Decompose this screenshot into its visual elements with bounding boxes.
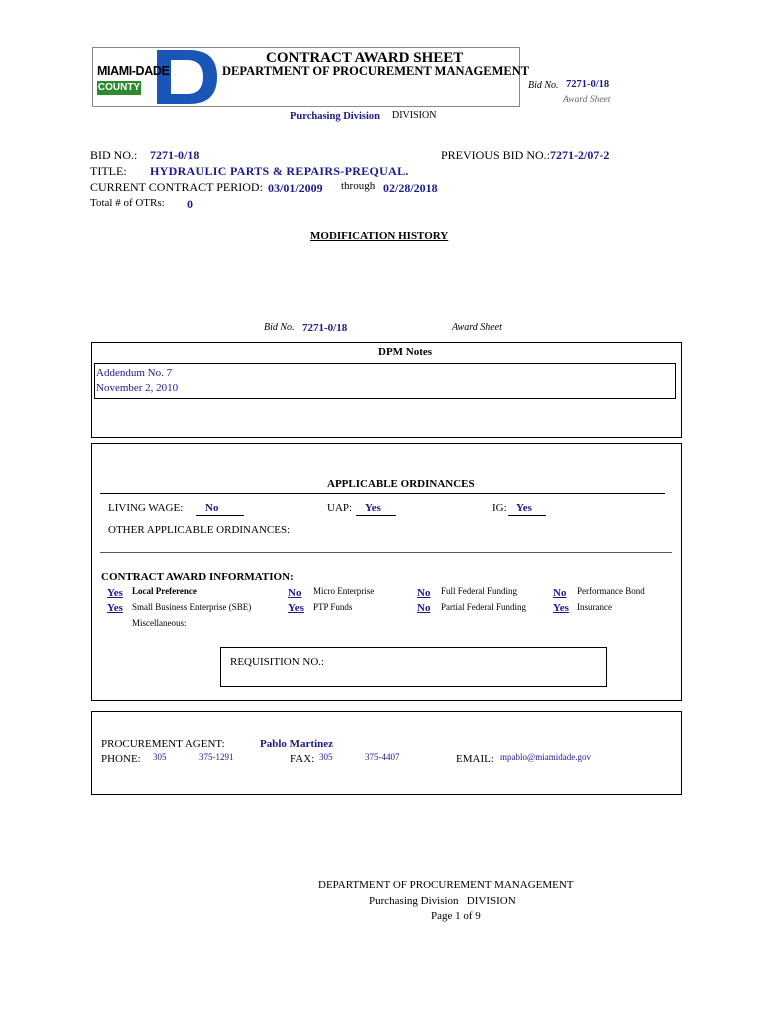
living-wage-underline <box>196 515 244 516</box>
header-bid-label: Bid No. <box>528 80 559 91</box>
phone-area: 305 <box>153 752 167 762</box>
award-label-local-preference: Local Preference <box>132 586 197 596</box>
logo-text-bottom: COUNTY <box>97 82 141 93</box>
award-label-insurance: Insurance <box>577 602 612 612</box>
fax-number: 375-4407 <box>365 752 400 762</box>
page-title: CONTRACT AWARD SHEET <box>266 50 464 66</box>
header-bid-no: 7271-0/18 <box>566 79 610 90</box>
title-value: HYDRAULIC PARTS & REPAIRS-PREQUAL. <box>150 164 409 178</box>
period-label: CURRENT CONTRACT PERIOD: <box>90 180 263 194</box>
award-label-full-federal: Full Federal Funding <box>441 586 517 596</box>
agent-name: Pablo Martinez <box>260 738 334 750</box>
ig-underline <box>508 515 546 516</box>
header-award-sheet: Award Sheet <box>563 95 611 105</box>
period-start: 03/01/2009 <box>268 181 323 195</box>
bid-no-value: 7271-0/18 <box>150 148 200 162</box>
award-value-local-preference: Yes <box>107 587 123 599</box>
second-award-sheet: Award Sheet <box>452 322 502 333</box>
award-value-full-federal: No <box>417 587 431 599</box>
footer-page-number: Page 1 of 9 <box>431 910 481 922</box>
award-value-sbe: Yes <box>107 602 123 614</box>
email-link[interactable]: mpablo@miamidade.gov <box>500 752 592 762</box>
second-bid-label: Bid No. <box>264 322 295 333</box>
dpm-note-line1: Addendum No. 7 <box>96 367 173 379</box>
award-value-micro-enterprise: No <box>288 587 302 599</box>
other-ordinances-label: OTHER APPLICABLE ORDINANCES: <box>108 524 291 536</box>
award-label-sbe: Small Business Enterprise (SBE) <box>132 602 252 612</box>
award-label-partial-federal: Partial Federal Funding <box>441 602 526 612</box>
otrs-value: 0 <box>187 197 193 211</box>
award-label-ptp-funds: PTP Funds <box>313 602 353 612</box>
uap-label: UAP: <box>327 502 353 514</box>
fax-area: 305 <box>319 752 333 762</box>
previous-bid-label: PREVIOUS BID NO.: <box>441 148 551 162</box>
requisition-label: REQUISITION NO.: <box>230 656 325 668</box>
dpm-notes-heading: DPM Notes <box>378 346 433 358</box>
phone-number: 375-1291 <box>199 752 234 762</box>
ordinances-heading: APPLICABLE ORDINANCES <box>327 478 475 490</box>
second-bid-no: 7271-0/18 <box>302 322 348 334</box>
phone-label: PHONE: <box>101 753 141 765</box>
award-value-ptp-funds: Yes <box>288 602 304 614</box>
living-wage-value: No <box>205 502 219 514</box>
footer-department: DEPARTMENT OF PROCUREMENT MANAGEMENT <box>318 879 574 891</box>
email-label: EMAIL: <box>456 753 494 765</box>
bid-no-label: BID NO.: <box>90 148 138 162</box>
award-label-performance-bond: Performance Bond <box>577 586 645 596</box>
agent-label: PROCUREMENT AGENT: <box>101 738 225 750</box>
division-label: DIVISION <box>392 110 437 121</box>
award-info-divider <box>100 552 672 553</box>
award-value-insurance: Yes <box>553 602 569 614</box>
page-subtitle: DEPARTMENT OF PROCUREMENT MANAGEMENT <box>222 64 530 78</box>
award-value-partial-federal: No <box>417 602 431 614</box>
ordinances-divider <box>100 493 665 494</box>
dpm-note-line2: November 2, 2010 <box>96 382 179 394</box>
footer-division: Purchasing Division DIVISION <box>369 895 516 907</box>
period-end: 02/28/2018 <box>383 181 438 195</box>
fax-label: FAX: <box>290 753 315 765</box>
award-label-micro-enterprise: Micro Enterprise <box>313 586 375 596</box>
uap-underline <box>356 515 396 516</box>
previous-bid-value: 7271-2/07-2 <box>550 148 610 162</box>
uap-value: Yes <box>365 502 381 514</box>
miscellaneous-label: Miscellaneous: <box>132 618 187 628</box>
title-label: TITLE: <box>90 164 127 178</box>
logo-text-top: MIAMI-DADE <box>97 64 170 78</box>
period-through: through <box>341 180 376 192</box>
living-wage-label: LIVING WAGE: <box>108 502 184 514</box>
dpm-notes-textarea <box>94 363 676 399</box>
miami-dade-logo <box>93 48 219 106</box>
modification-history-heading: MODIFICATION HISTORY <box>310 230 449 242</box>
ig-value: Yes <box>516 502 532 514</box>
award-info-heading: CONTRACT AWARD INFORMATION: <box>101 571 294 583</box>
ig-label: IG: <box>492 502 507 514</box>
otrs-label: Total # of OTRs: <box>90 197 165 209</box>
division-name: Purchasing Division <box>290 111 380 122</box>
award-value-performance-bond: No <box>553 587 567 599</box>
